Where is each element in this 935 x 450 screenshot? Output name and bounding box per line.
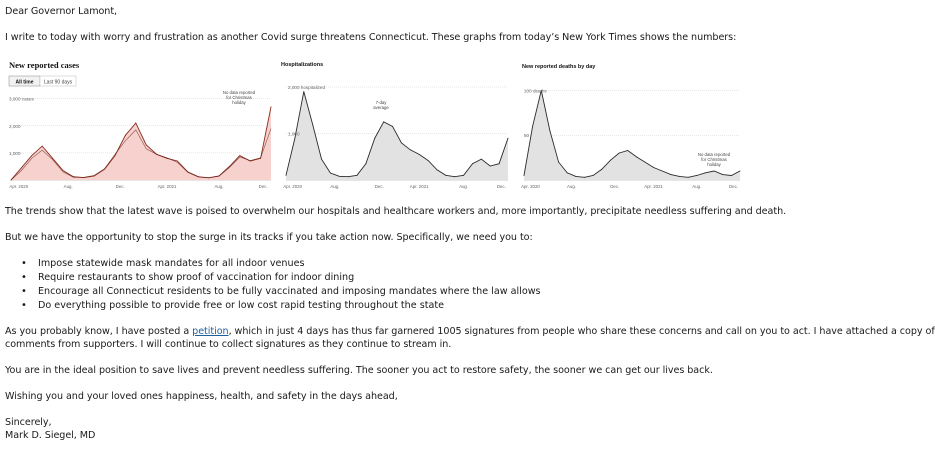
data-point [410, 149, 411, 150]
deaths-chart [518, 56, 746, 192]
petition-text-before: As you probably know, I have posted a [5, 326, 193, 337]
x-tick-label: Dec. [258, 184, 268, 189]
x-tick-label: Dec. [496, 184, 506, 189]
chart-annotation: for Christmas [226, 95, 252, 100]
bullet-icon: • [21, 286, 27, 297]
data-point [593, 175, 594, 176]
data-point [294, 138, 295, 139]
trends-paragraph: The trends show that the latest wave is poised to overwhelm our hospitals and healthcare workers and, more importantly, precipitate needless suffering and death. [5, 206, 787, 217]
data-point [508, 138, 509, 139]
x-tick-label: Apr. 2021 [644, 184, 664, 189]
data-point [135, 123, 136, 124]
data-point [383, 121, 384, 122]
chart-annotation: 7-day [375, 100, 387, 105]
list-item: Impose statewide mask mandates for all indoor venues [38, 258, 305, 269]
data-point [365, 163, 366, 164]
data-point [437, 169, 438, 170]
data-point [558, 162, 559, 163]
y-tick-label: 50 [524, 133, 530, 139]
y-tick-label: 2,000 [9, 123, 21, 129]
series-area [286, 92, 508, 180]
closing: Sincerely, [5, 417, 52, 428]
data-point [239, 155, 240, 156]
x-tick-label: Aug. [459, 184, 469, 189]
data-point [714, 171, 715, 172]
list-item: Encourage all Connecticut residents to be fully vaccinated and imposing mandates where the law allows [38, 286, 541, 297]
data-point [374, 138, 375, 139]
data-point [662, 171, 663, 172]
data-point [499, 163, 500, 164]
list-item: Require restaurants to show proof of vaccination for indoor dining [38, 272, 355, 283]
x-tick-label: Aug. [566, 184, 577, 189]
data-point [428, 160, 429, 161]
y-tick-label: 1,000 [9, 150, 21, 156]
y-tick-label: 2,000 hospitalized [288, 84, 326, 90]
cases-chart-title: New reported cases [9, 60, 80, 70]
data-point [401, 142, 402, 143]
x-tick-label: Apr. 2020 [283, 184, 303, 189]
data-point [271, 106, 272, 107]
data-point [636, 156, 637, 157]
data-point [619, 153, 620, 154]
series-area [11, 107, 271, 180]
data-point [357, 175, 358, 176]
petition-paragraph-line2: comments from supporters. I will continue to collect signatures as they continue to stream in. [5, 339, 452, 350]
data-point [125, 135, 126, 136]
data-point [286, 175, 287, 176]
data-point [610, 160, 611, 161]
data-point [31, 155, 32, 156]
data-point [645, 162, 646, 163]
data-point [63, 170, 64, 171]
x-tick-label: Apr. 2021 [409, 184, 429, 189]
chart-annotation: for Christmas [701, 157, 727, 162]
data-point [653, 167, 654, 168]
data-point [524, 175, 525, 176]
x-tick-label: Dec. [729, 184, 739, 189]
cases-chart [5, 56, 277, 192]
data-point [705, 172, 706, 173]
petition-link[interactable]: petition [192, 326, 229, 337]
data-point [463, 175, 464, 176]
x-tick-label: Apr. 2021 [157, 184, 177, 189]
data-point [472, 163, 473, 164]
deaths-chart-title: New reported deaths by day [522, 64, 596, 70]
petition-text-after: , which in just 4 days has thus far garnered 1005 signatures from people who share these concerns and call on you to act. I have attached a copy of [228, 326, 935, 337]
chart-annotation: holiday [232, 100, 246, 105]
chart-annotation: holiday [707, 162, 721, 167]
x-tick-label: Apr. 2020 [9, 184, 29, 189]
x-tick-label: Apr. 2020 [521, 184, 540, 189]
greeting: Dear Governor Lamont, [5, 6, 118, 17]
data-point [740, 171, 741, 172]
last-90-days-button-label: Last 90 days [43, 79, 73, 86]
x-tick-label: Aug. [63, 184, 73, 189]
chart-annotation: average [373, 105, 389, 110]
data-point [312, 124, 313, 125]
wishes-paragraph: Wishing you and your loved ones happiness, health, and safety in the days ahead, [5, 391, 398, 402]
y-tick-label: 3,000 cases [9, 96, 34, 102]
bullet-icon: • [21, 300, 27, 311]
data-point [146, 144, 147, 145]
data-point [722, 174, 723, 175]
hospitalizations-chart [280, 56, 515, 192]
ideal-paragraph: You are in the ideal position to save lives and prevent needless suffering. The sooner you act to restore safety, the sooner we can get our lives back. [5, 365, 713, 376]
data-point [339, 176, 340, 177]
list-item: Do everything possible to provide free or low cost rapid testing throughout the state [38, 300, 445, 311]
data-point [490, 166, 491, 167]
data-point [575, 176, 576, 177]
data-point [679, 176, 680, 177]
data-point [688, 177, 689, 178]
x-tick-label: Aug. [692, 184, 702, 189]
y-tick-label: 100 deaths [524, 88, 547, 94]
data-point [532, 126, 533, 127]
data-point [321, 159, 322, 160]
data-point [670, 174, 671, 175]
data-point [445, 175, 446, 176]
data-point [731, 175, 732, 176]
data-point [42, 146, 43, 147]
data-point [584, 177, 585, 178]
intro-paragraph: I write to today with worry and frustration as another Covid surge threatens Connecticut. These graphs from today’s New York Times shows the numbers: [5, 32, 737, 43]
x-tick-label: Dec. [610, 184, 620, 189]
opportunity-paragraph: But we have the opportunity to stop the surge in its tracks if you take action now. Specifically, we need you to: [5, 232, 533, 243]
data-point [454, 176, 455, 177]
data-point [481, 159, 482, 160]
signature: Mark D. Siegel, MD [5, 430, 96, 441]
data-point [177, 161, 178, 162]
x-tick-label: Aug. [330, 184, 340, 189]
y-tick-label: 1,000 [288, 131, 300, 137]
data-point [52, 158, 53, 159]
data-point [567, 172, 568, 173]
chart-annotation: No data reported [697, 152, 731, 157]
data-point [303, 91, 304, 92]
petition-paragraph [5, 326, 935, 338]
chart-annotation: No data reported [222, 90, 256, 95]
x-tick-label: Dec. [115, 184, 125, 189]
bullet-icon: • [21, 258, 27, 269]
x-tick-label: Dec. [374, 184, 384, 189]
data-point [115, 155, 116, 156]
data-point [392, 126, 393, 127]
data-point [627, 150, 628, 151]
data-point [601, 169, 602, 170]
data-point [21, 167, 22, 168]
bullet-icon: • [21, 272, 27, 283]
data-point [549, 130, 550, 131]
data-point [696, 175, 697, 176]
data-point [330, 173, 331, 174]
all-time-button-label: All time [15, 79, 34, 86]
x-tick-label: Aug. [214, 184, 224, 189]
data-point [348, 176, 349, 177]
data-point [419, 154, 420, 155]
hospitalizations-chart-title: Hospitalizations [281, 62, 324, 68]
